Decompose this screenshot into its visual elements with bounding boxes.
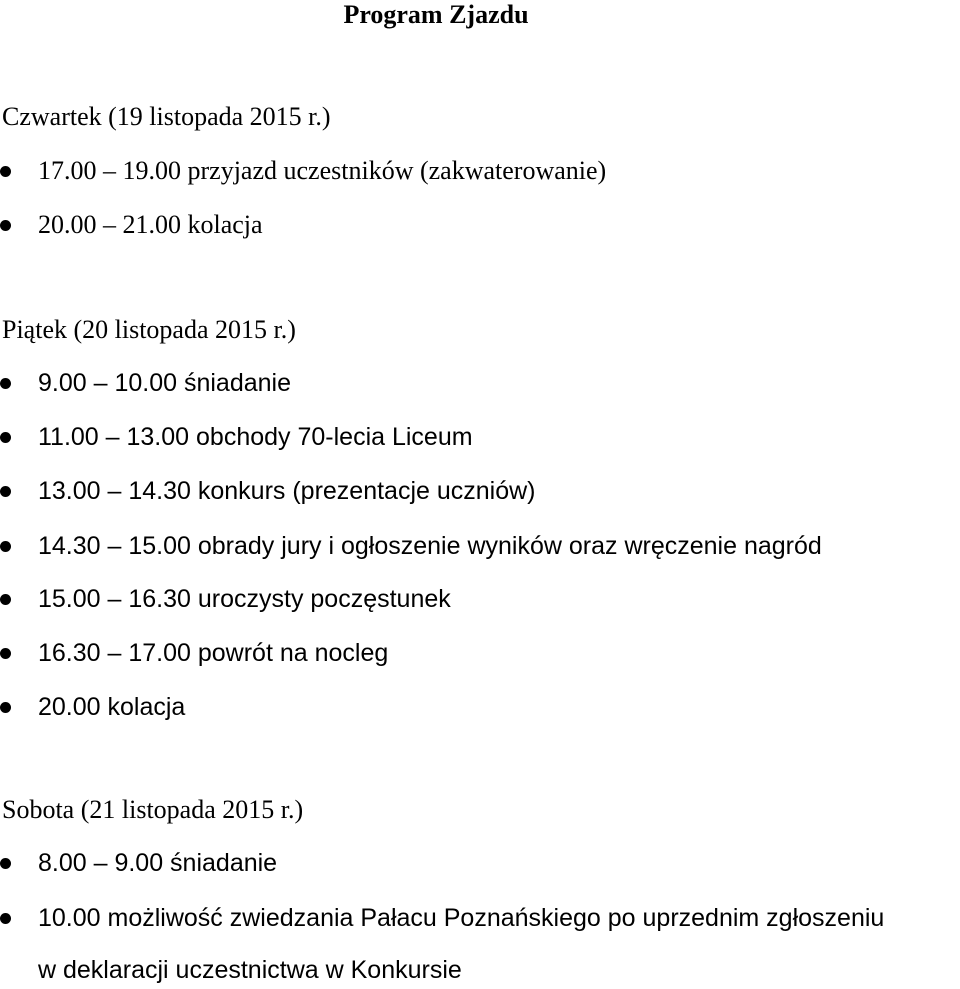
list-item-text: 20.00 – 21.00 kolacja [38,210,263,239]
day-heading-saturday: Sobota (21 listopada 2015 r.) [2,795,304,824]
list-item-text: 14.30 – 15.00 obrady jury i ogłoszenie wyników oraz wręczenie nagród [38,532,822,560]
list-item-text: 16.30 – 17.00 powrót na nocleg [38,639,389,667]
bullet-icon [0,166,11,177]
bullet-icon [0,220,11,231]
bullet-icon [0,432,11,443]
bullet-icon [0,541,11,552]
day-heading-friday: Piątek (20 listopada 2015 r.) [2,315,296,344]
document-title: Program Zjazdu [343,0,529,29]
list-item-text: 8.00 – 9.00 śniadanie [38,849,278,877]
list-item-text: 13.00 – 14.30 konkurs (prezentacje uczniów) [38,477,536,505]
bullet-icon [0,858,11,869]
bullet-icon [0,913,11,924]
list-item-text: 15.00 – 16.30 uroczysty poczęstunek [38,585,451,613]
list-item-continuation: w deklaracji uczestnictwa w Konkursie [38,956,462,984]
bullet-icon [0,702,11,713]
list-item-text: 9.00 – 10.00 śniadanie [38,369,291,397]
bullet-icon [0,486,11,497]
list-item-text: 10.00 możliwość zwiedzania Pałacu Poznańskiego po uprzednim zgłoszeniu [38,904,885,932]
list-item-text: 11.00 – 13.00 obchody 70-lecia Liceum [38,423,473,451]
bullet-icon [0,378,11,389]
list-item-text: 17.00 – 19.00 przyjazd uczestników (zakwaterowanie) [38,156,607,185]
day-heading-thursday: Czwartek (19 listopada 2015 r.) [2,102,331,131]
bullet-icon [0,594,11,605]
list-item-text: 20.00 kolacja [38,693,186,721]
bullet-icon [0,648,11,659]
